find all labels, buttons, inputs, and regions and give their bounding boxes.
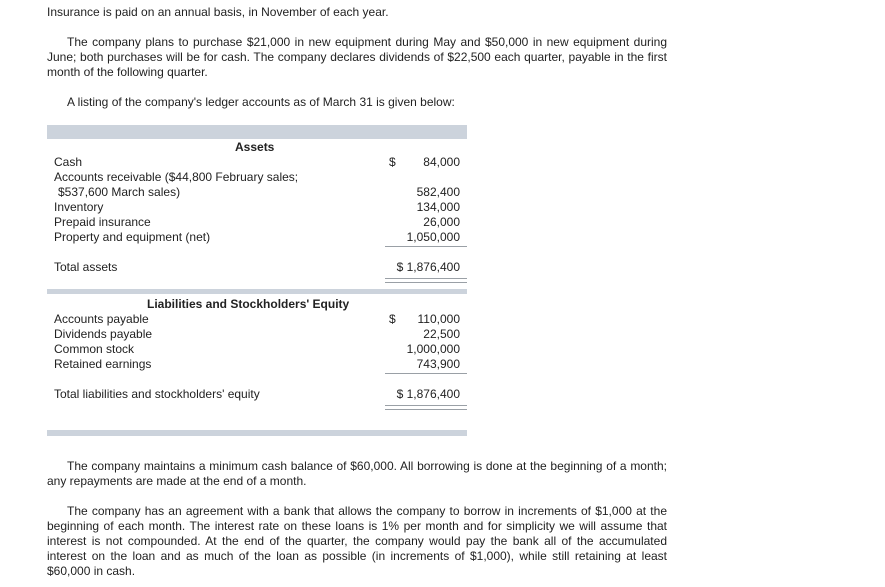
liab-subtotal-rule <box>385 373 467 374</box>
equipment-paragraph: The company plans to purchase $21,000 in new equipment during May and $50,000 in new equipment during June; both purchases will be for cash. The company declares dividends of $22,500 each quarter, payable in the first month of the following quarter. <box>47 35 667 79</box>
table-top-bar <box>47 125 467 139</box>
table-bottom-bar <box>47 430 467 436</box>
dividends-label: Dividends payable <box>54 327 153 341</box>
prepaid-amount: 26,000 <box>423 215 460 229</box>
ar-label-line1: Accounts receivable ($44,800 February sales; <box>54 170 299 184</box>
table-mid-bar <box>47 289 467 294</box>
cash-label: Cash <box>54 155 83 169</box>
ppe-amount: 1,050,000 <box>406 230 460 244</box>
retained-earnings-amount: 743,900 <box>416 357 460 371</box>
cash-amount: 84,000 <box>423 155 460 169</box>
common-stock-amount: 1,000,000 <box>406 342 460 356</box>
total-assets-rule-1 <box>385 278 467 279</box>
cash-dollar-sign: $ <box>389 155 396 169</box>
ap-amount: 110,000 <box>417 312 460 326</box>
total-assets-amount: $ 1,876,400 <box>396 260 460 274</box>
ppe-label: Property and equipment (net) <box>54 230 211 244</box>
ar-amount: 582,400 <box>416 185 460 199</box>
total-le-amount: $ 1,876,400 <box>396 387 460 401</box>
total-assets-label: Total assets <box>54 260 118 274</box>
ar-label-line2: $537,600 March sales) <box>58 185 181 199</box>
ap-dollar-sign: $ <box>389 312 396 326</box>
total-le-label: Total liabilities and stockholders' equity <box>54 387 260 401</box>
total-le-rule-2 <box>385 409 467 410</box>
common-stock-label: Common stock <box>54 342 135 356</box>
prepaid-label: Prepaid insurance <box>54 215 151 229</box>
min-cash-paragraph: The company maintains a minimum cash balance of $60,000. All borrowing is done at the beginning of a month; any repayments are made at the end of a month. <box>47 459 667 488</box>
subtotal-rule <box>385 246 467 247</box>
inventory-amount: 134,000 <box>416 200 460 214</box>
dividends-amount: 22,500 <box>423 327 460 341</box>
insurance-paragraph: Insurance is paid on an annual basis, in November of each year. <box>47 5 389 19</box>
ap-label: Accounts payable <box>54 312 149 326</box>
total-le-rule-1 <box>385 405 467 406</box>
retained-earnings-label: Retained earnings <box>54 357 152 371</box>
bank-agreement-paragraph: The company has an agreement with a bank that allows the company to borrow in increments of $1,000 at the beginning of each month. The interest rate on these loans is 1% per month and for simplicity we will assume that interest is not compounded. At the end of the quarter, the company would pay the bank all of the accumulated interest on the loan and as much of the loan as possible (in increments of $1,000), while still retaining at least $60,000 in cash. <box>47 504 667 578</box>
total-assets-rule-2 <box>385 282 467 283</box>
assets-header: Assets <box>235 140 275 154</box>
liabilities-header: Liabilities and Stockholders' Equity <box>147 297 350 311</box>
ledger-table <box>47 125 467 437</box>
inventory-label: Inventory <box>54 200 104 214</box>
ledger-intro-paragraph: A listing of the company's ledger accounts as of March 31 is given below: <box>67 95 455 109</box>
